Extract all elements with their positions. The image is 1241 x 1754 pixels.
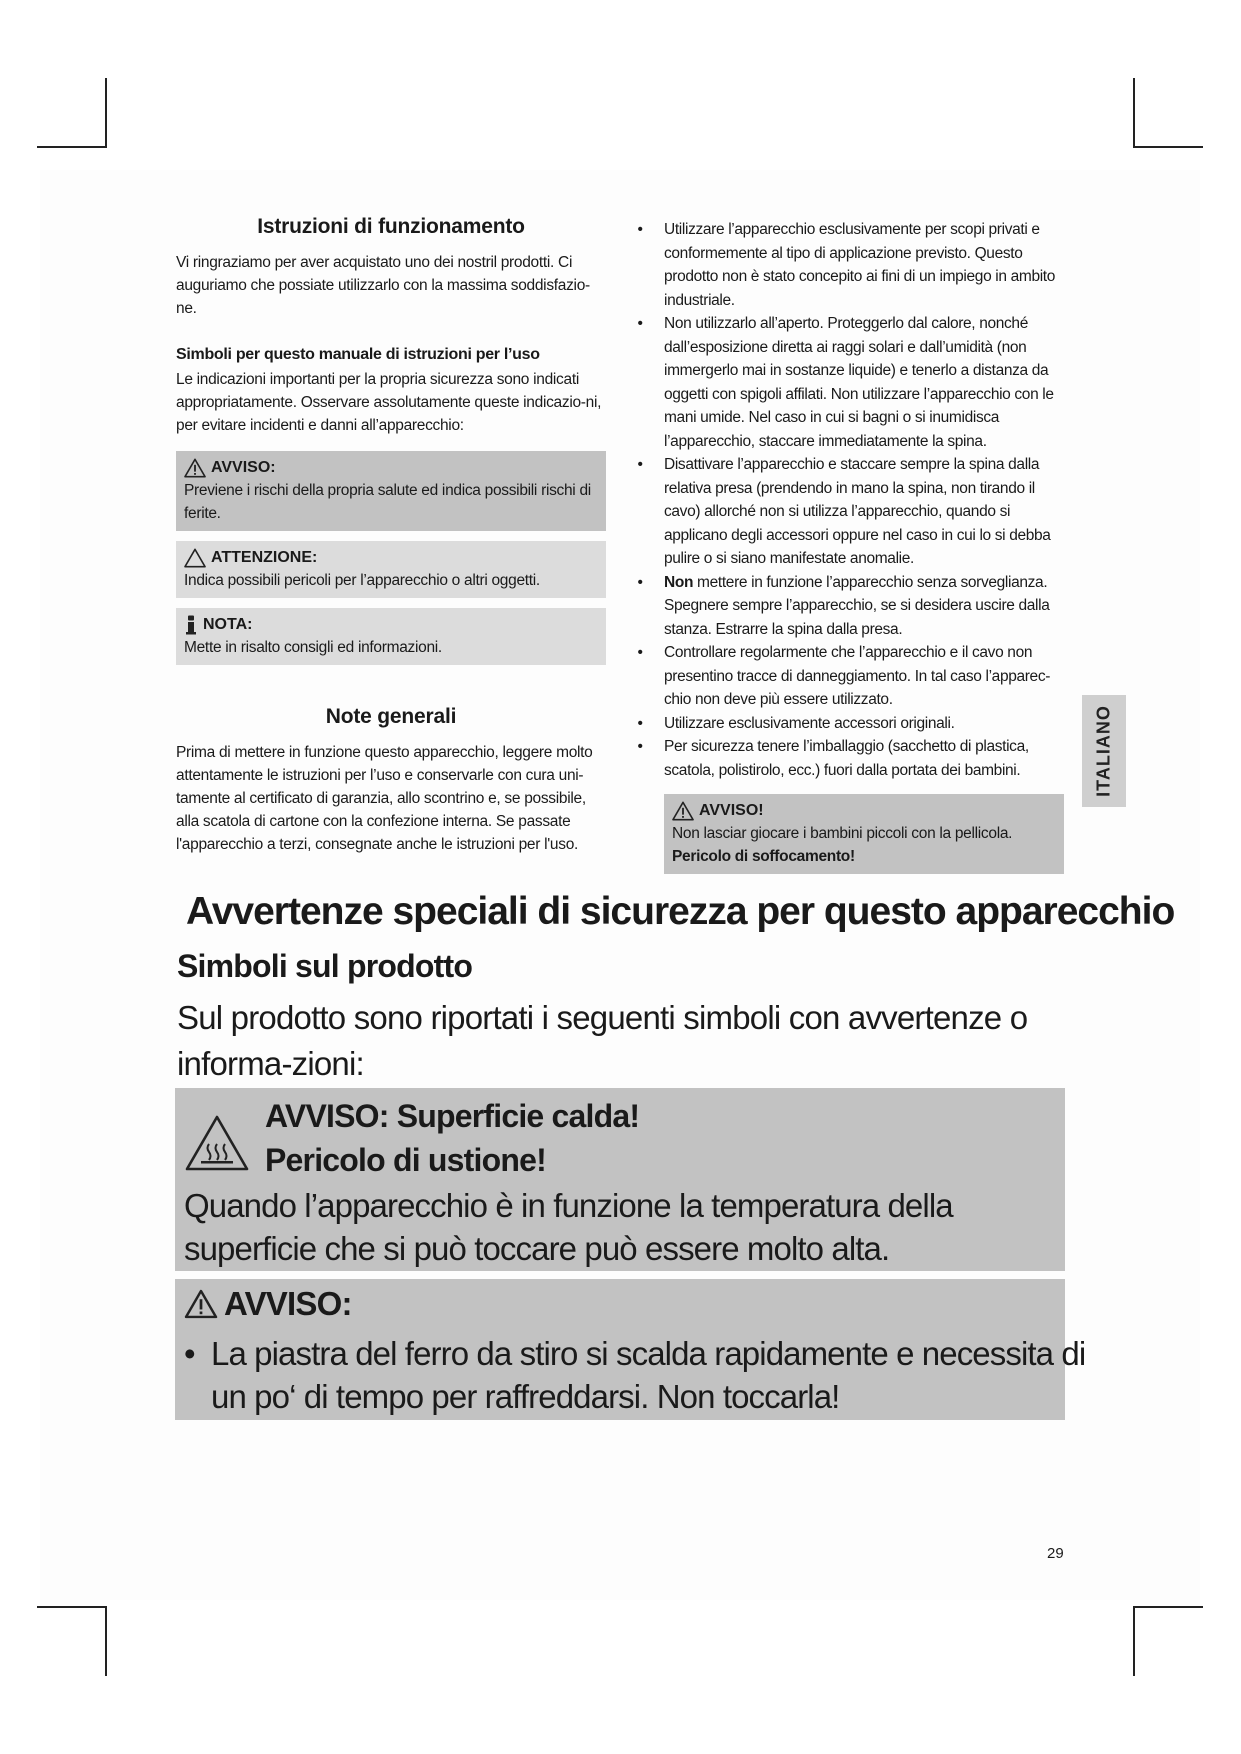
plastic-warning-line1: Non lasciar giocare i bambini piccoli con la pellicola. xyxy=(672,825,1013,842)
hot-surface-icon xyxy=(184,1114,250,1172)
warning-exclamation-icon xyxy=(184,1289,218,1319)
plastic-warning-head xyxy=(672,800,1056,822)
hot-surface-heading xyxy=(265,1094,639,1182)
list-item: • Utilizzare l’apparecchio esclusivamente per scopi privati e conformemente al tipo di applicazione previsto. Questo prodotto non è stato concepito ai fini di un impiego in ambito industriale. xyxy=(634,218,1074,312)
avviso-text: Previene i rischi della propria salute ed indica possibili rischi di ferite. xyxy=(184,482,591,522)
list-item: • Utilizzare esclusivamente accessori originali. xyxy=(634,712,1074,736)
product-symbols-text: Sul prodotto sono riportati i seguenti simboli con avvertenze o informa-zioni: xyxy=(177,999,1028,1082)
crop-mark xyxy=(105,1606,107,1676)
left-column xyxy=(176,215,606,856)
list-item: • Controllare regolarmente che l’apparecchio e il cavo non presentino tracce di danneggiamento. In tal caso l’apparec-chio non deve più essere utilizzato. xyxy=(634,641,1074,712)
plastic-warning-label: AVVISO! xyxy=(699,802,764,819)
instructions-title: Istruzioni di funzionamento xyxy=(257,215,525,238)
avviso-head xyxy=(184,457,596,479)
list-item: • Per sicurezza tenere l’imballaggio (sacchetto di plastica, scatola, polistirolo, ecc.) fuori dalla portata dei bambini. xyxy=(634,735,1074,782)
list-item: • Non mettere in funzione l’apparecchio senza sorveglianza. Spegnere sempre l’apparecchio, se si desidera uscire dalla stanza. Estrarre la spina dalla presa. xyxy=(634,571,1074,642)
language-tab xyxy=(1082,695,1126,807)
general-notes-text: Prima di mettere in funzione questo apparecchio, leggere molto attentamente le istruzioni per l’uso e conservarle con cura uni-tamente al certificato di garanzia, allo scontrino e, se possibile, alla scatola di cartone con la confezione interna. Se passate l'apparecchio a terzi, consegnate anche le istruzioni per l'uso. xyxy=(176,744,593,853)
list-item: • Disattivare l’apparecchio e staccare sempre la spina dalla relativa presa (prendendo in mano la spina, non tirando il cavo) allorché non si utilizza l’apparecchio, quando si applicano degli accessori oppure nel caso in cui lo si debba pulire o si siano manifestate anomalie. xyxy=(634,453,1074,571)
crop-mark xyxy=(37,146,107,148)
intro-text: Vi ringraziamo per aver acquistato uno dei nostril prodotti. Ci auguriamo che possiate utilizzarlo con la massima soddisfazio-ne. xyxy=(176,254,590,317)
iron-warning-box xyxy=(175,1279,1086,1420)
crop-mark xyxy=(37,1606,107,1608)
page-number: 29 xyxy=(1047,1545,1064,1562)
iron-warning-item: • La piastra del ferro da stiro si scalda rapidamente e necessita di un po‘ di tempo per raffreddarsi. Non toccarla! xyxy=(184,1332,1091,1418)
nota-text: Mette in risalto consigli ed informazioni. xyxy=(184,639,442,656)
info-icon xyxy=(184,615,198,635)
list-item: • Non utilizzarlo all’aperto. Proteggerlo dal calore, nonché dall’esposizione diretta ai raggi solari e dall’umidità (non immergerlo mai in sostanze liquide) e tenerlo a distanza da oggetti con spigoli affilati. Non utilizzare l’apparecchio con le mani umide. Nel caso in cui si bagni o si inumidisca l’apparecchio, staccare immediatamente la spina. xyxy=(634,312,1074,453)
crop-mark xyxy=(1133,146,1203,148)
crop-mark xyxy=(105,78,107,148)
caution-triangle-icon xyxy=(184,548,206,568)
nota-head xyxy=(184,614,596,636)
attenzione-text: Indica possibili pericoli per l’apparecchio o altri oggetti. xyxy=(184,572,540,589)
hot-surface-line2: Pericolo di ustione! xyxy=(265,1142,546,1178)
special-safety-title: Avvertenze speciali di sicurezza per questo apparecchio xyxy=(186,890,1175,933)
warning-exclamation-icon xyxy=(184,458,206,478)
crop-mark xyxy=(1133,1606,1203,1608)
warning-exclamation-icon xyxy=(672,801,694,821)
iron-warning-head xyxy=(184,1285,352,1323)
crop-mark xyxy=(1133,1606,1135,1676)
product-symbols-title: Simboli sul prodotto xyxy=(177,948,473,984)
avviso-label: AVVISO: xyxy=(211,459,276,476)
nota-box xyxy=(176,608,606,665)
hot-surface-box xyxy=(175,1088,1065,1271)
symbols-text: Le indicazioni importanti per la propria sicurezza sono indicati appropriatamente. Osservare assolutamente queste indicazio-ni, per evitare incidenti e danni all’apparecchio: xyxy=(176,371,602,434)
plastic-warning-box xyxy=(664,794,1064,874)
attenzione-label: ATTENZIONE: xyxy=(211,549,318,566)
avviso-box xyxy=(176,451,606,531)
symbols-heading: Simboli per questo manuale di istruzioni per l’uso xyxy=(176,346,540,363)
crop-mark xyxy=(1133,78,1135,148)
hot-surface-text: Quando l’apparecchio è in funzione la temperatura della superficie che si può toccare può essere molto alta. xyxy=(184,1187,953,1267)
plastic-warning-line2: Pericolo di soffocamento! xyxy=(672,848,855,865)
attenzione-head xyxy=(184,547,596,569)
hot-surface-line1: AVVISO: Superficie calda! xyxy=(265,1098,640,1134)
general-notes-title: Note generali xyxy=(325,705,457,728)
safety-list xyxy=(634,218,1074,782)
iron-warning-label: AVVISO: xyxy=(224,1285,352,1322)
attenzione-box xyxy=(176,541,606,598)
right-column xyxy=(634,218,1074,874)
nota-label: NOTA: xyxy=(203,616,253,633)
language-tab-label: ITALIANO xyxy=(1093,705,1114,797)
